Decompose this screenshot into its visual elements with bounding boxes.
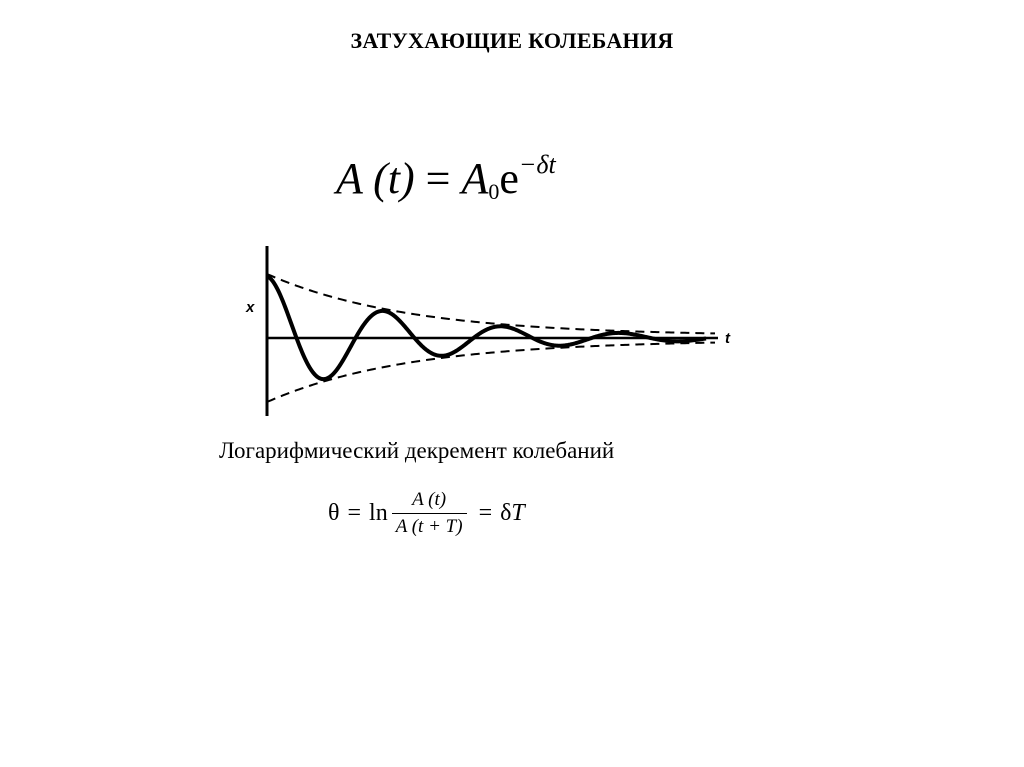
damped-oscillation-curve: [267, 276, 706, 379]
amplitude-exponent: −δt: [518, 150, 556, 179]
decrement-denominator: A (t + T): [392, 513, 467, 538]
amplitude-formula: [336, 150, 636, 220]
x-axis-label: t: [725, 330, 730, 347]
amplitude-lhs: A (t): [336, 154, 415, 203]
decrement-subtitle: Логарифмический декремент колебаний: [219, 438, 615, 463]
decrement-numerator: A (t): [412, 488, 447, 510]
decrement-period: T: [511, 499, 525, 526]
amplitude-equals-sign: =: [425, 154, 451, 203]
decrement-equals-2: =: [478, 499, 493, 526]
amplitude-exp-base: e: [499, 154, 519, 203]
decrement-fraction: [392, 489, 467, 538]
decrement-theta: θ: [328, 499, 340, 526]
amplitude-a0: A: [461, 154, 489, 203]
damped-oscillation-graph: [230, 240, 750, 420]
decrement-formula: [328, 478, 525, 548]
decrement-delta: δ: [500, 499, 512, 526]
upper-envelope: [267, 274, 715, 333]
decrement-equals-1: =: [347, 499, 362, 526]
amplitude-a0-subscript: 0: [488, 179, 500, 204]
slide-title: ЗАТУХАЮЩИЕ КОЛЕБАНИЯ: [350, 28, 674, 53]
decrement-ln: ln: [369, 499, 388, 526]
y-axis-label: x: [246, 299, 255, 316]
